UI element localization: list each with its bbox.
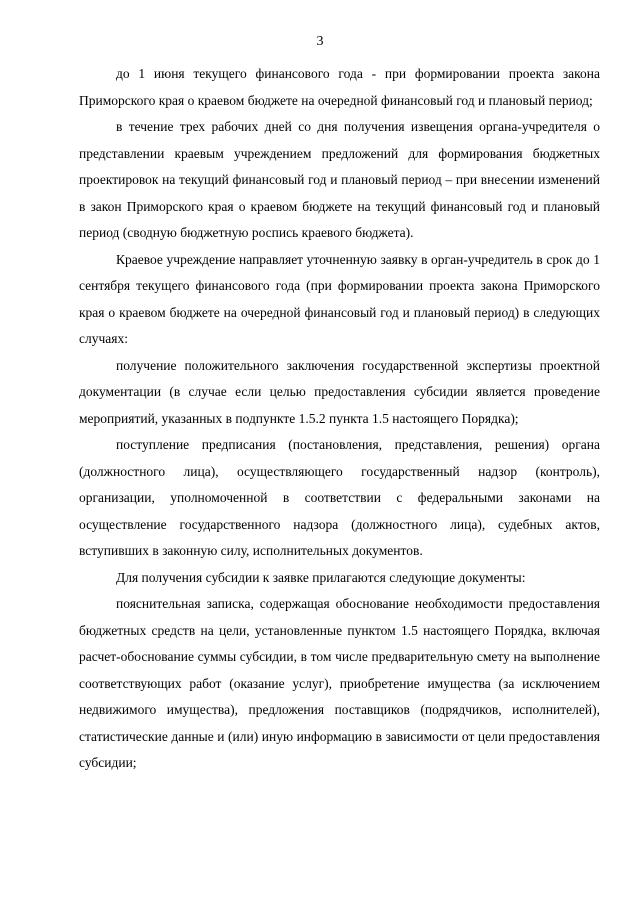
- body-text: [79, 61, 600, 777]
- paragraph-documents-intro: Для получения субсидии к заявке прилагаются следующие документы:: [116, 569, 526, 585]
- paragraph-case-prescription: поступление предписания (постановления, представления, решения) органа (должностного лица), осуществляющего государственный надзор (контроль), организации, уполномоченной в соответствии с федеральными законами на осуществление государственного надзора (должностного лица), судебных актов, вступивших в законную силу, исполнительных документов.: [79, 437, 600, 558]
- paragraph-case-expertise: получение положительного заключения государственной экспертизы проектной документации (в случае если целью предоставления субсидии является проведение мероприятий, указанных в подпункте 1.5.2 пункта 1.5 настоящего Порядка);: [79, 357, 600, 426]
- paragraph-submission-three-days: в течение трех рабочих дней со дня получения извещения органа-учредителя о представлении краевым учреждением предложений для формирования бюджетных проектировок на текущий финансовый год и плановый период – при внесении изменений в закон Приморского края о краевом бюджете на текущий финансовый год и плановый период (сводную бюджетную роспись краевого бюджета).: [79, 119, 600, 240]
- paragraph-explanatory-note: пояснительная записка, содержащая обоснование необходимости предоставления бюджетных средств на цели, установленные пунктом 1.5 настоящего Порядка, включая расчет-обоснование суммы субсидии, в том числе предварительную смету на выполнение соответствующих работ (оказание услуг), приобретение имущества (за исключением недвижимого имущества), предложения поставщиков (подрядчиков, исполнителей), статистические данные и (или) иную информацию в зависимости от цели предоставления субсидии;: [79, 596, 600, 770]
- paragraph-submission-deadline-june: до 1 июня текущего финансового года - при формировании проекта закона Приморского края о краевом бюджете на очередной финансовый год и плановый период;: [79, 66, 600, 108]
- paragraph-refined-application: Краевое учреждение направляет уточненную заявку в орган-учредитель в срок до 1 сентября текущего финансового года (при формировании проекта закона Приморского края о краевом бюджете на очередной финансовый год и плановый период) в следующих случаях:: [79, 251, 600, 346]
- page-number: 3: [316, 34, 324, 49]
